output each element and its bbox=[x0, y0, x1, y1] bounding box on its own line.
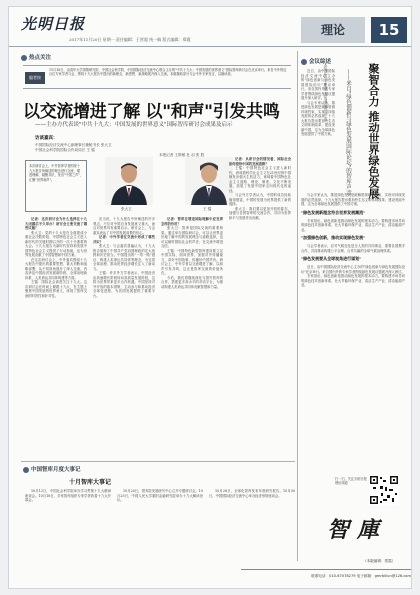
article-paragraph: 王镭：国际社会高度关注十九大。这次研讨会在时间上紧跟十九大，在主题上聚焦中国发展的世界意义，体现了智库交流的时效性和针对性。 bbox=[25, 280, 87, 298]
qr-caption: 扫一扫，关注光明日报理论频道 bbox=[335, 477, 367, 486]
left-column-head: 热点关注 bbox=[21, 53, 51, 61]
footer-editor: （本版编辑：郑霞） bbox=[363, 559, 396, 563]
section-dot-icon bbox=[23, 467, 29, 473]
article-paragraph: 王镭：中国特色社会主义进入新时代，意味着科学社会主义在21世纪的中国焕发出强大生机活力，意味着中国特色社会主义道路、理论、制度、文化不断发展，拓展了发展中国家走向现代化的途径。 bbox=[229, 166, 291, 193]
main-headline: 以交流增进了解 以"和声"引发共鸣 bbox=[23, 102, 280, 122]
article-paragraph: 记者：智库在增进国际理解中应发挥怎样的作用？ bbox=[161, 217, 223, 226]
article-paragraph: 与会外方学者认为，中国的成功经验值得借鉴，中国的发展为世界提供了新的选择。 bbox=[229, 193, 291, 206]
right-column-title: 聚智合力 推动世界绿色发展 bbox=[367, 63, 380, 199]
footer-contact: 联系电话：010-67078279 电子邮箱：gmrblilun@126.com bbox=[311, 574, 411, 578]
article-paragraph: 张大卫：智库是国际交流的重要桥梁。通过举办国际研讨会，可以让世界更好地了解中国的发展理念与道路选择，也可以倾听国际社会的声音，在交流中增进互信。 bbox=[161, 226, 223, 248]
bottom-column-3 bbox=[209, 489, 295, 565]
right-column-head: 会议综述 bbox=[301, 57, 331, 65]
bottom-paragraph: 10月20日，国务院发展研究中心召开专题研讨会。10月25日，中国人民大学重阳金融研究院举办十九大解读论坛。 bbox=[117, 489, 203, 502]
right-text-column-2 bbox=[301, 193, 405, 463]
section-tab: 理论 bbox=[301, 17, 365, 43]
right-paragraph: 与会专家认为，推进绿色发展是破解资源环境约束、实现可持续发展的必然选择。十九大报告提出要加快生态文明体制改革，建设美丽中国，这为全球绿色发展提供了中国方案。 bbox=[301, 100, 335, 136]
newspaper-page bbox=[8, 6, 412, 589]
guests-label: 访谈嘉宾： bbox=[35, 136, 58, 141]
footer-bar bbox=[241, 569, 411, 585]
portrait-caption-2: 王 镭 bbox=[203, 207, 212, 211]
editor-note-text: 11月16日，由清华大学国情研究院、中国社会科学院、中国国际经济交流中心联合主办的"中共十九大：中国发展的世界意义"国际智库研讨会在北京举行。来自中外的近百位专家学者与会，围绕十九大报告中提出的新理念、新思想、新战略展开深入交流。本版撷取部分与会中外专家发言，以飨读者。 bbox=[49, 68, 287, 77]
right-column-byline: 本报记者 王斯敏 本报通讯员 刘 洋 bbox=[324, 63, 329, 122]
bottom-column-1 bbox=[25, 489, 111, 565]
portrait-caption-1: 张大卫 bbox=[121, 207, 132, 211]
guest-line-2: 中国社会科学院国际合作局局长 王 镭 bbox=[35, 148, 95, 152]
article-paragraph: 记者：从研讨会的情况看，国际社会如何看待中国的发展道路？ bbox=[229, 157, 291, 166]
section-divider bbox=[21, 461, 295, 462]
main-subtitle: ——主办方代表谈"中共十九大：中国发展的世界意义"国际智库研讨会成果及启示 bbox=[35, 122, 233, 128]
guest-line-1: 中国国际经济交流中心副理事长兼秘书长 张大卫 bbox=[35, 143, 112, 147]
article-paragraph: 张大卫：我们要以更加开放的姿态，加强与各国智库的交流合作，共同为世界和平与发展作出贡献。 bbox=[229, 206, 291, 220]
article-paragraph: 王镭：许多外方学者表示，中国经济由高速增长阶段转向高质量发展阶段，这将为世界带来更多合作机遇。中国坚持对外开放的基本国策，主动参与和推动经济全球化进程，为各国发展提供了重要平台。 bbox=[93, 271, 155, 298]
right-paragraph: 专家指出，绿色创新是推动绿色发展的根本动力。要构建市场导向的绿色技术创新体系，壮大节能环保产业、清洁生产产业、清洁能源产业。 bbox=[301, 274, 405, 287]
section-dot-icon bbox=[21, 55, 27, 61]
editor-note bbox=[23, 65, 291, 89]
interviewer-line: 本报记者 王斯敏 杜 羽 张 胜 bbox=[159, 153, 205, 157]
portrait-photo-2 bbox=[185, 157, 233, 205]
article-column-2 bbox=[93, 217, 155, 457]
right-paragraph: 近日，由中国国际经济交流中心主办的"绿色创新与绿色发展国际论坛"在京举行。来自国内外的专家学者围绕绿色发展议题展开深入研讨。 bbox=[301, 265, 405, 274]
right-column-subtitle: ——来自"绿色创新与绿色发展国际论坛"的智库声音 bbox=[345, 69, 351, 196]
page-number: 15 bbox=[371, 17, 407, 43]
bottom-column-2 bbox=[117, 489, 203, 565]
column-divider bbox=[297, 51, 298, 561]
portrait-photo-1 bbox=[105, 157, 153, 205]
right-paragraph: 与会专家认为，推进绿色发展是破解资源环境约束、实现可持续发展的必然选择。十九大报告提出要加快生态文明体制改革，建设美丽中国，这为全球绿色发展提供了中国方案。 bbox=[301, 193, 405, 206]
article-column-1 bbox=[25, 217, 87, 457]
editor-note-tag: 编者按 bbox=[25, 72, 45, 84]
article-paragraph: 张大卫：与会嘉宾普遍认为，十九大报告展现了中国共产党治国理政的宏大视野和历史担当。中国提出的"一带一路"倡议、构建人类命运共同体等理念，为完善全球治理、推动世界经济增长注入了新动力。 bbox=[93, 244, 155, 271]
article-paragraph: 今后，我们将继续深化与国外智库的合作，搭建更多高水平的对话平台，为推动构建人类命运共同体贡献智慧和力量。 bbox=[161, 275, 223, 289]
right-paragraph: 专家指出，绿色创新是推动绿色发展的根本动力。要构建市场导向的绿色技术创新体系，壮大节能环保产业、清洁生产产业、清洁能源产业。 bbox=[301, 218, 405, 232]
article-paragraph: 记者：中外学者在交流中形成了哪些共识？ bbox=[93, 235, 155, 244]
article-column-3 bbox=[161, 217, 223, 457]
right-subhead: "绿色发展要从全球视角进行谋划" bbox=[301, 256, 362, 261]
bottom-paragraph: 10月28日，全球化智库发布年度研究报告。10月30日，中国国际经济交流中心举办经济形势座谈会。 bbox=[209, 489, 295, 498]
dateline: 2017年11月20日 星期一 责任编辑：王营超 统一稿 版式编辑：郑霞 bbox=[69, 37, 191, 42]
article-column-4 bbox=[229, 157, 291, 457]
right-paragraph: 近日，由中国国际经济交流中心主办的"绿色创新与绿色发展国际论坛"在京举行。来自国内外的专家学者围绕绿色发展议题展开深入研讨。 bbox=[301, 69, 335, 100]
right-subhead: "绿色发展新理念符合世界发展潮流" bbox=[301, 209, 366, 215]
article-paragraph: 应当说，十九大报告中所阐述的许多观点，不仅对中国自身发展意义重大，而且对世界具有重要启示。研讨会上，与会嘉宾表达了对中国发展前景的信心。 bbox=[93, 217, 155, 235]
article-paragraph: 记者：这次研讨会为什么选择在十九大闭幕后不久举办？研讨会主要交流了哪些议题？ bbox=[25, 217, 87, 230]
zhiku-calligraphy: 智庫 bbox=[327, 517, 388, 543]
newspaper-logo: 光明日报 bbox=[21, 15, 86, 33]
masthead bbox=[9, 7, 412, 47]
lead-box: 本次研讨会上，中外智库学者围绕十九大报告所阐述的理念进行交流，增进理解，凝聚共识，发出"中国之声"，汇聚"世界和声"。 bbox=[25, 160, 87, 212]
bottom-paragraph: 10月12日，中国社会科学院举办学习贯彻十九大精神座谈会。10月18日，多家智库组织专家学者收看十九大开幕会。 bbox=[25, 489, 111, 502]
right-subhead: "加强绿色创新，推动实现绿色发展" bbox=[301, 235, 366, 240]
qr-code-icon bbox=[369, 475, 399, 505]
bottom-section-head: 中国智库月度大事记 bbox=[23, 465, 81, 473]
article-paragraph: 张大卫：党的十九大是在全面建成小康社会决胜阶段、中国特色社会主义进入新时代的关键时期召开的一次十分重要的大会。十九大报告为新时代坚持和发展中国特色社会主义提供了行动指南，也为世界发展贡献了中国智慧和中国方案。 bbox=[25, 230, 87, 257]
article-paragraph: 在这次研讨会上，中外嘉宾围绕十九大报告中提出的重要思想、重大判断和战略部署，从不同视角展开了深入交流，内容涉及中国经济发展新阶段、全球治理新体系、人类命运共同体构建等方面。 bbox=[25, 257, 87, 280]
section-dot-icon bbox=[301, 59, 307, 65]
bottom-title: 十月智库大事记 bbox=[69, 479, 112, 486]
right-paragraph: 与会学者表示，应对气候变化是全人类的共同事业，需要各国携手合作，共同推动构建公平合理、合作共赢的全球气候治理体系。 bbox=[301, 244, 405, 253]
article-paragraph: 王镭：中国特色新型智库建设要立足中国实际，面向世界，加强对外传播能力，讲好中国故事，传播好中国声音。研讨会上，中外学者以交流增进了解，以和声引发共鸣，这正是智库交流的价值所在。 bbox=[161, 248, 223, 275]
